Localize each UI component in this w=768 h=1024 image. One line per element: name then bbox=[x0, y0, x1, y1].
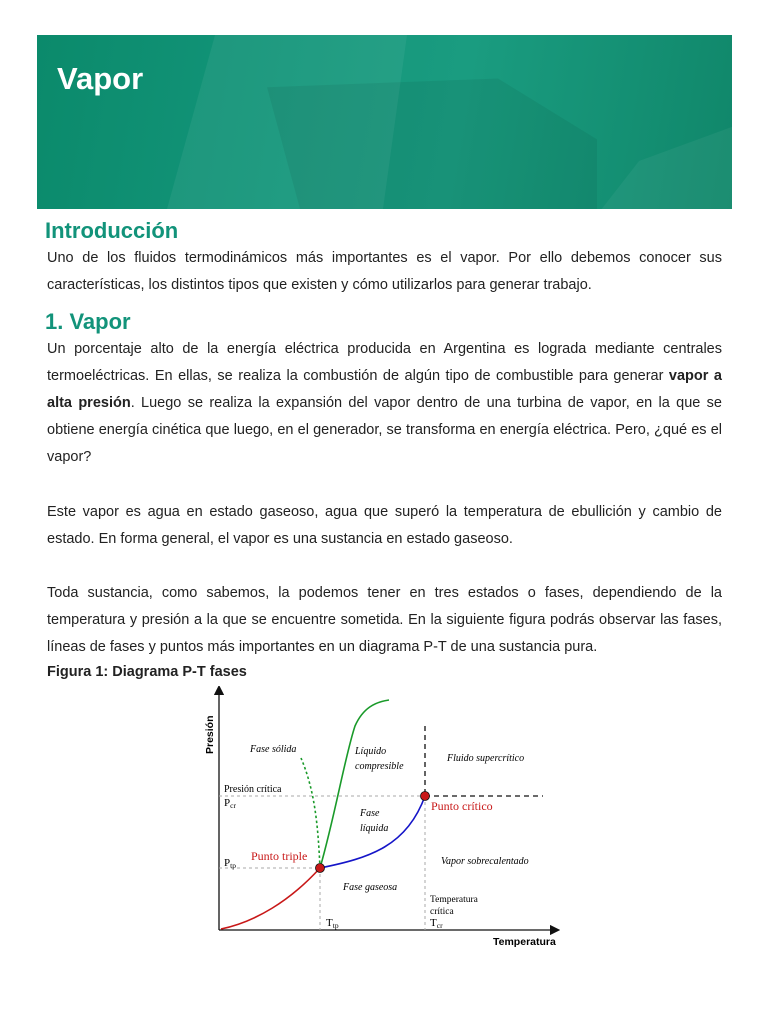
liquid-phase-label-1: Fase bbox=[360, 808, 380, 819]
critical-temperature-label-2: crítica bbox=[430, 907, 454, 917]
section-heading-vapor: 1. Vapor bbox=[45, 309, 131, 334]
triple-point-marker bbox=[316, 864, 325, 873]
critical-point-marker bbox=[421, 792, 430, 801]
gas-phase-label: Fase gaseosa bbox=[343, 882, 398, 893]
compressible-liquid-label-1: Líquido bbox=[355, 746, 387, 757]
vapor-paragraph-3: Toda sustancia, como sabemos, la podemos tener en tres estados o fases, dependiendo de la temperatura y presión a la que se encuentre sometida. En la siguiente figura podrás observar las fases, líneas de fases y puntos más importantes en un diagrama P-T de una sustancia pura. bbox=[47, 585, 722, 655]
pcr-symbol: Pcr bbox=[224, 797, 236, 810]
fusion-curve bbox=[320, 700, 389, 868]
superheated-vapor-label: Vapor sobrecalentado bbox=[441, 856, 529, 867]
compressible-liquid-label-2: compresible bbox=[355, 761, 404, 772]
sublimation-curve bbox=[221, 868, 320, 929]
page-title: Vapor bbox=[57, 61, 144, 96]
bold-phrase: vapor a alta presión bbox=[47, 368, 722, 411]
liquid-phase-label-2: líquida bbox=[360, 823, 389, 834]
ptp-symbol: Ptp bbox=[224, 857, 236, 870]
figure-caption: Figura 1: Diagrama P-T fases bbox=[47, 664, 247, 680]
critical-point-label: Punto crítico bbox=[431, 799, 493, 813]
intro-heading: Introducción bbox=[45, 218, 179, 243]
supercritical-fluid-label: Fluido supercrítico bbox=[447, 753, 525, 764]
header-banner bbox=[37, 35, 732, 209]
x-axis-label: Temperatura bbox=[493, 936, 556, 948]
critical-pressure-label: Presión crítica bbox=[224, 784, 282, 795]
critical-temperature-label-1: Temperatura bbox=[430, 895, 478, 905]
ttp-symbol: Ttp bbox=[326, 917, 339, 930]
solid-phase-label: Fase sólida bbox=[250, 744, 297, 755]
vapor-paragraph-1: Un porcentaje alto de la energía eléctrica producida en Argentina es lograda mediante centrales termoeléctricas. En ellas, se realiza la combustión de algún tipo de combustible para generar vapor a alta presión. Luego se realiza la expansión del vapor dentro de una turbina de vapor, en la que se obtiene energía cinética que luego, en el generador, se transforma en energía eléctrica. Pero, ¿qué es el vapor? bbox=[47, 341, 722, 465]
triple-point-label: Punto triple bbox=[251, 849, 308, 863]
banner-decoration bbox=[597, 125, 732, 209]
y-axis-label: Presión bbox=[204, 715, 216, 754]
tcr-symbol: Tcr bbox=[430, 917, 443, 930]
pt-phase-diagram bbox=[195, 686, 575, 954]
intro-paragraph: Uno de los fluidos termodinámicos más importantes es el vapor. Por ello debemos conocer sus características, los distintos tipos que existen y cómo utilizarlos para generar trabajo. bbox=[47, 250, 722, 293]
vapor-paragraph-2: Este vapor es agua en estado gaseoso, agua que superó la temperatura de ebullición y cambio de estado. En forma general, el vapor es una sustancia en estado gaseoso. bbox=[47, 504, 722, 547]
